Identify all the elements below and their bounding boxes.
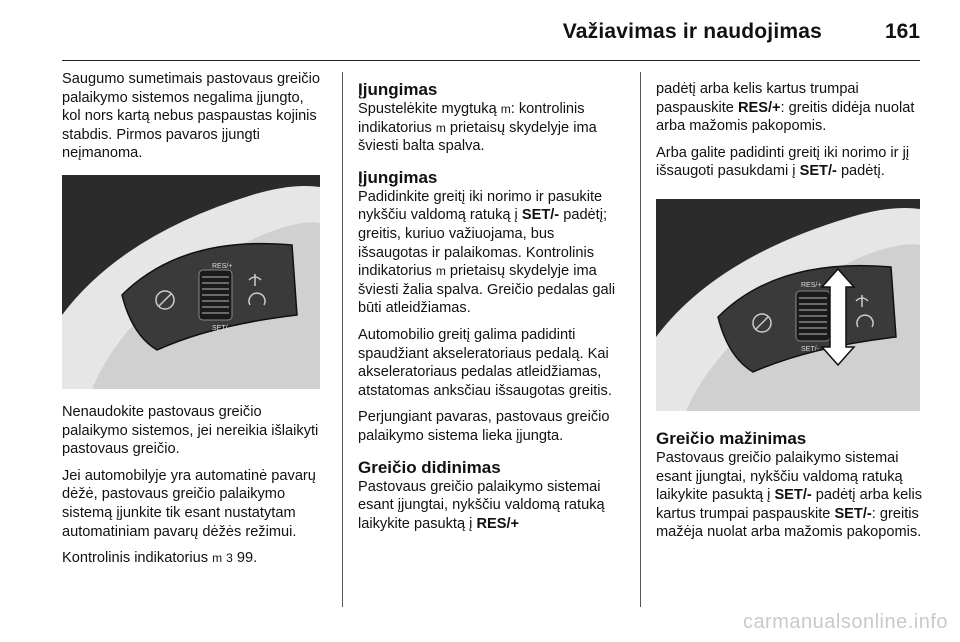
heading-increase-speed: Greičio didinimas — [358, 457, 501, 477]
column-3 — [656, 80, 924, 550]
heading-activation-2: Įjungimas — [358, 167, 438, 187]
paragraph-activation: Spustelėkite mygtuką m: kontrolinis indikatorius m prietaisų skydelyje ima šviesti balta spalva. — [358, 101, 597, 155]
column-divider-1 — [342, 72, 343, 607]
paragraph-increase-speed: Pastovaus greičio palaikymo sistemai esant įjungtai, nykščiu valdomą ratuką laikykite pasuktą į RES/+ — [358, 478, 605, 532]
paragraph-set-speed: Padidinkite greitį iki norimo ir pasukite nykščiu valdomą ratuką į SET/- padėtį; greitis, kuriuo važiuojama, bus išsaugotas ir palaikomas. Kontrolinis indikatorius m prietaisų skydelyje ima šviesti žalia spalva. Greičio pedalas gali būti atleidžiamas. — [358, 188, 616, 317]
cruise-control-icon: m — [500, 102, 511, 116]
header-title: Važiavimas ir naudojimas — [562, 20, 822, 43]
footer-watermark: carmanualsonline.info — [742, 611, 948, 633]
res-label: RES/+ — [801, 281, 822, 289]
cruise-control-icon: m — [435, 264, 446, 279]
header-rule — [62, 60, 920, 61]
page-ref-arrow-icon: 3 — [226, 551, 233, 566]
steering-wheel-figure — [62, 175, 320, 389]
paragraph-usage: Nenaudokite pastovaus greičio palaikymo sistemos, jei nereikia išlaikyti pastovaus greičio. — [62, 403, 319, 458]
paragraph-safety: Saugumo sumetimais pastovaus greičio palaikymo sistemos negalima įjungto, kol nors kartą nebus paspaustas kojinis stabdis. Pirmos pavaros įjungti neįmanoma. — [62, 71, 320, 162]
set-label: SET/- — [801, 345, 819, 353]
paragraph-decrease-speed: Pastovaus greičio palaikymo sistemai esant įjungtai, nykščiu valdomą ratuką laikykite pasuktą į SET/- padėtį arba kelis kartus trumpai paspauskite SET/-: greitis mažėja nuolat arba mažomis pakopomis. — [656, 449, 923, 541]
heading-activation: Įjungimas — [358, 80, 438, 99]
heading-decrease-speed: Greičio mažinimas — [656, 428, 807, 448]
steering-wheel-figure-arrows — [656, 199, 920, 411]
cruise-control-icon: m — [435, 120, 446, 135]
res-label: RES/+ — [212, 262, 233, 270]
paragraph-increase-alt: Arba galite padidinti greitį iki norimo ir jį išsaugoti pasukdami į SET/- padėtį. — [656, 144, 910, 180]
cruise-control-icon: m — [212, 551, 223, 566]
paragraph-indicator: Kontrolinis indikatorius m 3 99. — [62, 550, 258, 567]
paragraph-accelerate: Automobilio greitį galima padidinti spaudžiant akseleratoriaus pedalą. Kai akseleratoriaus pedalas atleidžiamas, atstatomas anksčiau išsaugotas greitis. — [358, 326, 612, 399]
paragraph-gear-change: Perjungiant pavaras, pastovaus greičio palaikymo sistema lieka įjungta. — [358, 409, 610, 444]
column-1 — [62, 70, 324, 576]
page-number: 161 — [884, 20, 920, 43]
paragraph-increase-cont: padėtį arba kelis kartus trumpai paspauskite RES/+: greitis didėja nuolat arba mažomis pakopomis. — [656, 81, 915, 135]
paragraph-automatic: Jei automobilyje yra automatinė pavarų dėžė, pastovaus greičio palaikymo sistemą įjunkite tik esant nustatytam automatiniam pavarų dėžės režimui. — [62, 467, 316, 540]
column-2 — [358, 80, 626, 541]
set-label: SET/- — [212, 324, 230, 332]
column-divider-2 — [640, 72, 641, 607]
